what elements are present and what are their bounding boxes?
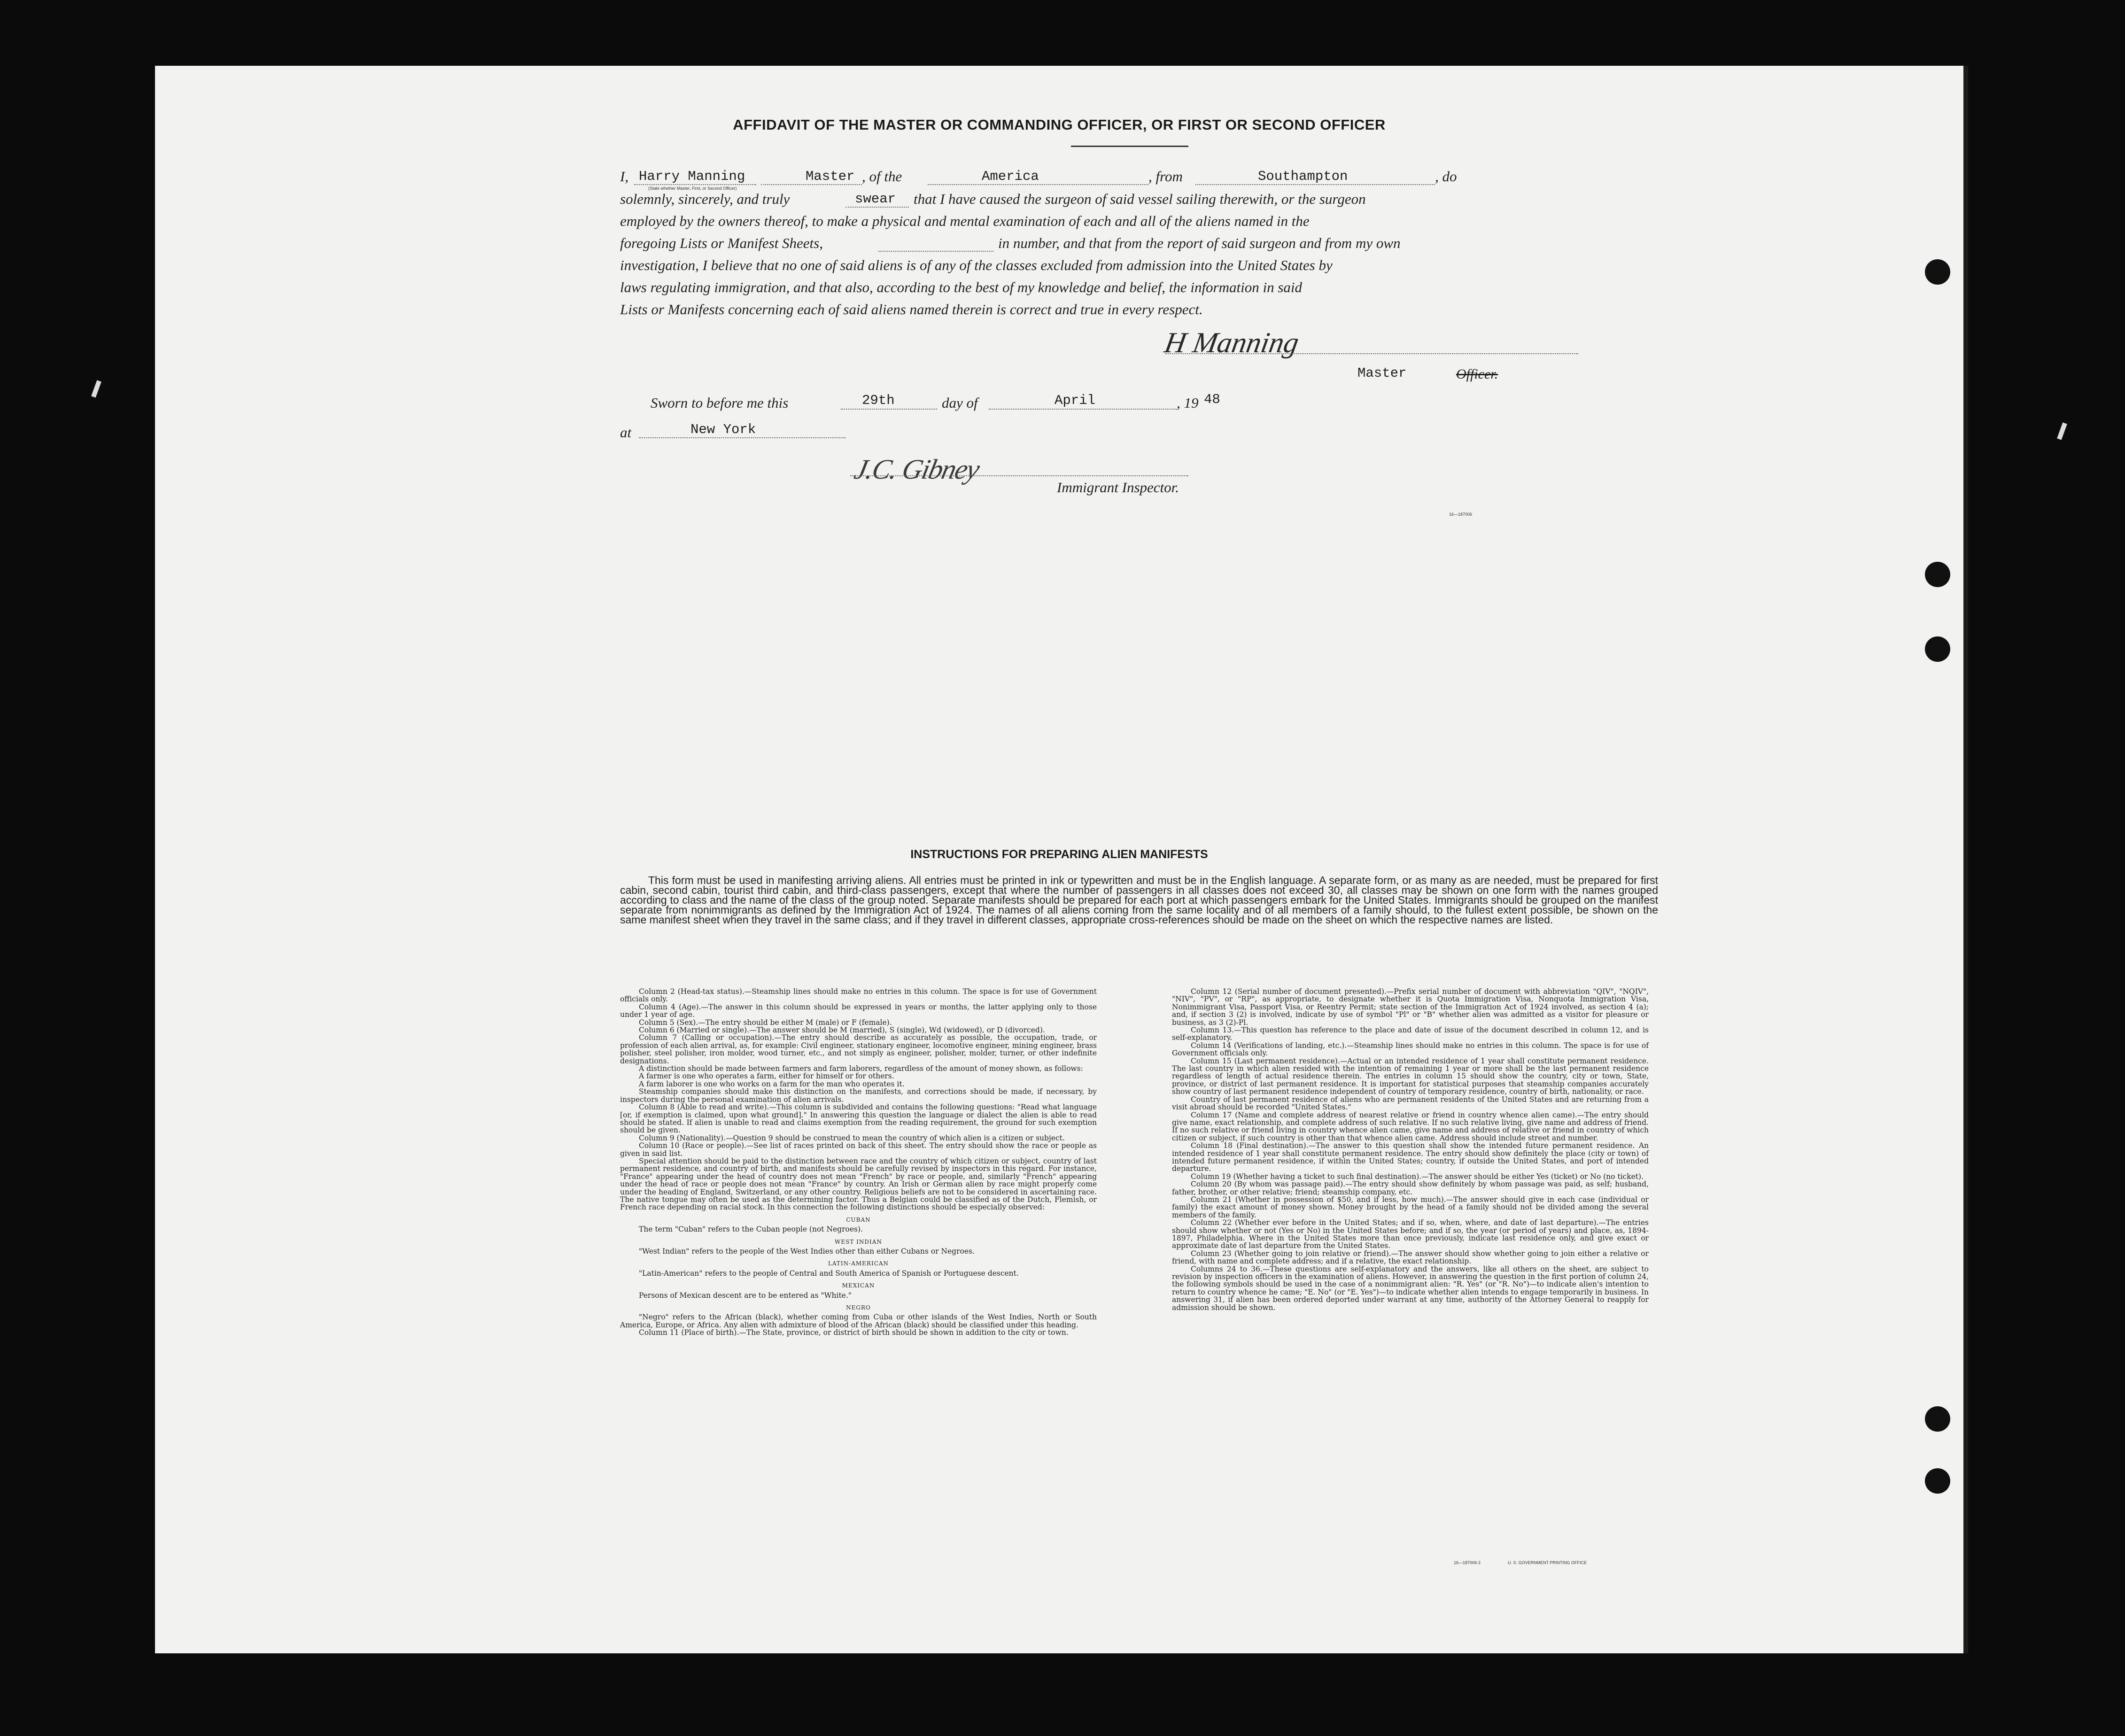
vessel-name: America — [982, 169, 1039, 184]
sworn-day: 29th — [862, 393, 895, 408]
day-underline — [841, 409, 937, 410]
signature-title: Master — [1357, 365, 1407, 381]
page-edge-shadow — [1963, 66, 1968, 1653]
sworn-year: 48 — [1204, 392, 1220, 407]
instructions-title: INSTRUCTIONS FOR PREPARING ALIEN MANIFESTS — [910, 848, 1208, 861]
instr-paragraph: Column 11 (Place of birth).—The State, province, or district of birth should be shown in addition to the city or town. — [639, 1328, 1069, 1337]
binder-hole — [1925, 259, 1950, 285]
form-number: 16—187006 — [1449, 512, 1473, 517]
oath-underline — [845, 207, 909, 208]
instr-paragraph: Column 18 (Final destination).—The answer to this question shall show the intended future permanent residence. An intended residence of 1 year shall constitute permanent residence. The entry should show definitely the place (city or town) of intended future permanent residence, if within the United States; country, if outside the United States, and port of intended departure. — [1172, 1141, 1649, 1173]
binder-hole — [1925, 1406, 1950, 1432]
vessel-underline — [928, 184, 1148, 185]
sworn-place: New York — [690, 422, 756, 437]
instructions-column-left — [620, 988, 1097, 1337]
manifest-sheet — [155, 66, 1963, 1653]
binder-hole — [1925, 636, 1950, 662]
heading-west-indian: WEST INDIAN — [835, 1238, 882, 1245]
instr-paragraph: Columns 24 to 36.—These questions are self-explanatory and the answers, like all others on the sheet, are subject to revision by inspection officers in the examination of aliens. However, in answering the question in the first portion of column 24, the following symbols should be used in the case of a nonimmigrant alien: "R. Yes" (or "R. No")—to indicate alien's intention to return to country whence he came; "E. No" (or "E. Yes")—to indicate whether alien intends to engage temporarily in business. In answering 31, if alien has been ordered deported under warrant at any time, authority of the Attorney General to reapply for admission should be shown. — [1172, 1264, 1649, 1312]
instr-paragraph: Column 19 (Whether having a ticket to such final destination).—The answer should be either Yes (ticket) or No (no ticket). — [1191, 1172, 1644, 1181]
def-cuban: The term "Cuban" refers to the Cuban people (not Negroes). — [639, 1225, 863, 1234]
affidavit-line-1 — [620, 168, 1663, 191]
instr-paragraph: Column 7 (Calling or occupation).—The entry should describe as accurately as possible, the occupation, trade, or profession of each alien arrival, as, for example: Civil engineer, stationary engineer, locomotive engineer, mining engineer, brass polisher, steel polisher, iron molder, wood turner, etc., and not simply as engineer, polisher, molder, turner, or other indefinite designations. — [620, 1033, 1097, 1065]
text-i: I, — [620, 168, 629, 185]
instr-paragraph: Country of last permanent residence of aliens who are permanent residents of the United States and are returning from a visit abroad should be recorded "United States." — [1172, 1095, 1649, 1112]
affidavit-line-5: investigation, I believe that no one of said aliens is of any of the classes excluded from admission into the United States by — [620, 257, 1333, 273]
month-underline — [989, 409, 1177, 410]
affidavit-line-6: laws regulating immigration, and that also, according to the best of my knowledge and belief, the information in said — [620, 279, 1303, 295]
instr-paragraph: Column 2 (Head-tax status).—Steamship lines should make no entries in this column. The space is for use of Government officials only. — [620, 987, 1097, 1004]
instr-paragraph: Column 23 (Whether going to join relative or friend).—The answer should show whether going to join either a relative or friend, with name and complete address; and if a relative, the exact relationship. — [1172, 1249, 1649, 1266]
text-day-of: day of — [942, 395, 978, 411]
def-negro: "Negro" refers to the African (black), whether coming from Cuba or other islands of the West Indies, North or South America, Europe, or Africa. Any alien with admixture of blood of the African (black) should be classified under this heading. — [620, 1313, 1097, 1329]
text-solemnly: solemnly, sincerely, and truly — [620, 191, 790, 207]
instr-paragraph: Column 21 (Whether in possession of $50, and if less, how much).—The answer should give in each case (individual or family) the exact amount of money shown. Money brought by the head of a family should not be divided among the several members of the family. — [1172, 1195, 1649, 1219]
master-signature: H Manning — [1162, 327, 1302, 359]
instr-paragraph: Column 5 (Sex).—The entry should be either M (male) or F (female). — [639, 1018, 892, 1027]
instructions-column-right — [1172, 988, 1649, 1311]
instr-paragraph: Column 13.—This question has reference to the place and date of issue of the document described in column 12, and is self-explanatory. — [1172, 1026, 1649, 1042]
rank-note: (State whether Master, First, or Second Officer) — [648, 186, 737, 191]
instr-paragraph: Column 9 (Nationality).—Question 9 should be construed to mean the country of which alien is a citizen or subject. — [639, 1133, 1065, 1142]
text-foregoing: foregoing Lists or Manifest Sheets, — [620, 235, 823, 251]
instr-paragraph: Column 14 (Verifications of landing, etc.).—Steamship lines should make no entries in this column. The space is for use of Government officials only. — [1172, 1041, 1649, 1058]
instr-paragraph: Column 6 (Married or single).—The answer should be M (married), S (single), Wd (widowed), or D (divorced). — [639, 1026, 1045, 1035]
instr-paragraph: Column 17 (Name and complete address of nearest relative or friend in country whence alien came).—The entry should give name, exact relationship, and complete address of such relative. If no such relative living, give name and address of friend. If no such relative or friend living in country whence alien came, give name and address of relative or friend in country of which citizen or subject, if such country is other than that whence alien came. Address should include street and number. — [1172, 1110, 1649, 1142]
count-underline — [878, 251, 993, 252]
affidavit-line-4 — [620, 235, 1663, 252]
binder-hole — [1925, 562, 1950, 587]
sworn-month: April — [1055, 393, 1096, 408]
instr-paragraph: Column 12 (Serial number of document presented).—Prefix serial number of document with abbreviation "QIV", "NQIV", "NIV", "PV", or "RP", as appropriate, to designate whether it is Quota Immigration Visa, Nonquota Immigration Visa, Nonimmigrant Visa, Passport Visa, or Reentry Permit; state section of the Immigration Act of 1924 involved, as section 4 (a); and, if section 3 (2) is involved, indicate by use of symbol "Pl" or "B" whether alien was admitted as a visitor for pleasure or business, as 3 (2)-Pl. — [1172, 987, 1649, 1027]
scan-mark — [91, 380, 101, 397]
place-line — [620, 424, 1663, 441]
instr-paragraph: Column 15 (Last permanent residence).—Actual or an intended residence of 1 year shall constitute permanent residence. The last country in which alien resided with the intention of remaining 1 year or more shall be the last permanent residence regardless of length of actual residence therein. The entries in column 15 should show the country, city or town, State, province, or district of last permanent residence. It is important for statistical purposes that steamship companies accurately show country of last permanent residence independent of country of temporary residence, country of birth, nationality, or race. — [1172, 1056, 1649, 1096]
text-from: , from — [1148, 168, 1183, 185]
instr-paragraph: Column 20 (By whom was passage paid).—The entry should show definitely by whom passage was paid, as self; husband, father, brother, or other relative; friend; steamship company, etc. — [1172, 1180, 1649, 1196]
instr-paragraph: Column 8 (Able to read and write).—This column is subdivided and contains the following questions: "Read what language [or, if exemption is claimed, upon what ground]." In answering this question the language or dialect the alien is able to read should be stated. If alien is unable to read and claims exemption from the reading requirement, the ground for such exemption should be given. — [620, 1103, 1097, 1135]
text-at: at — [620, 424, 632, 441]
heading-negro: NEGRO — [846, 1304, 871, 1311]
affidavit-title: AFFIDAVIT OF THE MASTER OR COMMANDING OFFICER, OR FIRST OR SECOND OFFICER — [733, 116, 1386, 133]
oath-type: swear — [855, 191, 896, 207]
def-west-indian: "West Indian" refers to the people of the West Indies other than either Cubans or Negroes. — [639, 1247, 975, 1256]
officer-rank: Master — [806, 169, 855, 184]
instr-paragraph: Column 22 (Whether ever before in the United States; and if so, when, where, and date of last departure).—The entries should show whether or not (Yes or No) in the United States before; and if so, the year (or period of years) and place, as, 1894-1897, Philadelphia. Where in the United States more than once previously, indicate last residence only, and give exact or approximate date of last departure from the United States. — [1172, 1218, 1649, 1250]
footer-printing-office: U. S. GOVERNMENT PRINTING OFFICE — [1508, 1560, 1587, 1565]
signature-line — [1165, 353, 1578, 354]
heading-mexican: MEXICAN — [842, 1282, 875, 1289]
footer-code: 16—187006-2 — [1454, 1560, 1481, 1565]
text-of-the: , of the — [862, 168, 902, 185]
affidavit-line-7: Lists or Manifests concerning each of said aliens named therein is correct and true in every respect. — [620, 301, 1203, 318]
affidavit-line-2 — [620, 191, 1663, 208]
inspector-signature: J.C. Gibney — [852, 454, 982, 485]
port-name: Southampton — [1258, 169, 1348, 184]
affidavit-line-3: employed by the owners thereof, to make a physical and mental examination of each and all of the aliens named in the — [620, 213, 1310, 229]
inspector-line — [850, 475, 1188, 476]
instr-paragraph: Special attention should be paid to the distinction between race and the country of which citizen or subject, country of last permanent residence, and country of birth, and manifests should be carefully revised by inspectors in this regard. For instance, "France" appearing under the head of country does not mean "French" by race or people, and, similarly "French" appearing under the head of race or people does not mean "France" by country. An Irish or German alien by race might properly come under the heading of England, Switzerland, or any other country. Religious beliefs are not to be considered in ascertaining race. The native tongue may often be used as the determining factor. Thus a Belgian could be classified as of the Dutch, Flemish, or French race depending on racial stock. In this connection the following distinctions should be especially observed: — [620, 1156, 1097, 1212]
master-name: Harry Manning — [639, 169, 745, 184]
sworn-line — [651, 392, 1693, 411]
instr-paragraph: Column 4 (Age).—The answer in this column should be expressed in years or months, the latter applying only to those under 1 year of age. — [620, 1002, 1097, 1019]
name-underline — [634, 184, 756, 185]
instr-paragraph: A farm laborer is one who works on a farm for the man who operates it. — [639, 1079, 905, 1088]
instructions-intro: This form must be used in manifesting arriving aliens. All entries must be printed in ink or typewritten and must be in the English language. A separate form, or as many as are needed, must be prepared for first cabin, second cabin, tourist third cabin, and third-class passengers, except that where the number of passengers in all classes does not exceed 30, all classes may be shown on one form with the names grouped according to class and the name of the class of the group noted. Separate manifests should be prepared for each port at which passengers embark for the United States. Immigrants should be grouped on the manifest separate from nonimmigrants as defined by the Immigration Act of 1924. The names of all aliens coming from the same locality and of all members of a family should, to the fullest extent possible, be shown on the same manifest sheet when they travel in the same class; and if they travel in different classes, appropriate cross-references should be made on the sheet on which the respective names are listed. — [620, 874, 1658, 926]
def-mexican: Persons of Mexican descent are to be entered as "White." — [639, 1291, 852, 1300]
text-do: , do — [1435, 168, 1457, 185]
heading-cuban: CUBAN — [846, 1216, 871, 1223]
instr-paragraph: Column 10 (Race or people).—See list of races printed on back of this sheet. The entry should show the race or people as given in said list. — [620, 1141, 1097, 1158]
instr-paragraph: A distinction should be made between farmers and farm laborers, regardless of the amount of money shown, as follows: — [639, 1064, 1083, 1073]
binder-hole — [1925, 1468, 1950, 1494]
text-surgeon: that I have caused the surgeon of said vessel sailing therewith, or the surgeon — [914, 191, 1366, 207]
text-sworn: Sworn to before me this — [651, 395, 789, 411]
inspector-label: Immigrant Inspector. — [1057, 479, 1179, 496]
port-underline — [1195, 184, 1435, 185]
def-latin-american: "Latin-American" refers to the people of Central and South America of Spanish or Portuguese descent. — [639, 1269, 1019, 1278]
rank-underline — [761, 184, 862, 185]
heading-latin-american: LATIN-AMERICAN — [828, 1260, 889, 1267]
text-19: , 19 — [1177, 395, 1199, 411]
scan-mark — [2057, 422, 2067, 440]
signature-officer-struck: Officer. — [1456, 366, 1498, 382]
place-underline — [639, 437, 845, 438]
instr-paragraph: Steamship companies should make this distinction on the manifests, and corrections should be made, if necessary, by inspectors during the personal examination of alien arrivals. — [620, 1087, 1097, 1104]
title-rule — [1071, 146, 1188, 147]
text-in-number: in number, and that from the report of said surgeon and from my own — [998, 235, 1401, 251]
instr-paragraph: A farmer is one who operates a farm, either for himself or for others. — [639, 1072, 894, 1081]
